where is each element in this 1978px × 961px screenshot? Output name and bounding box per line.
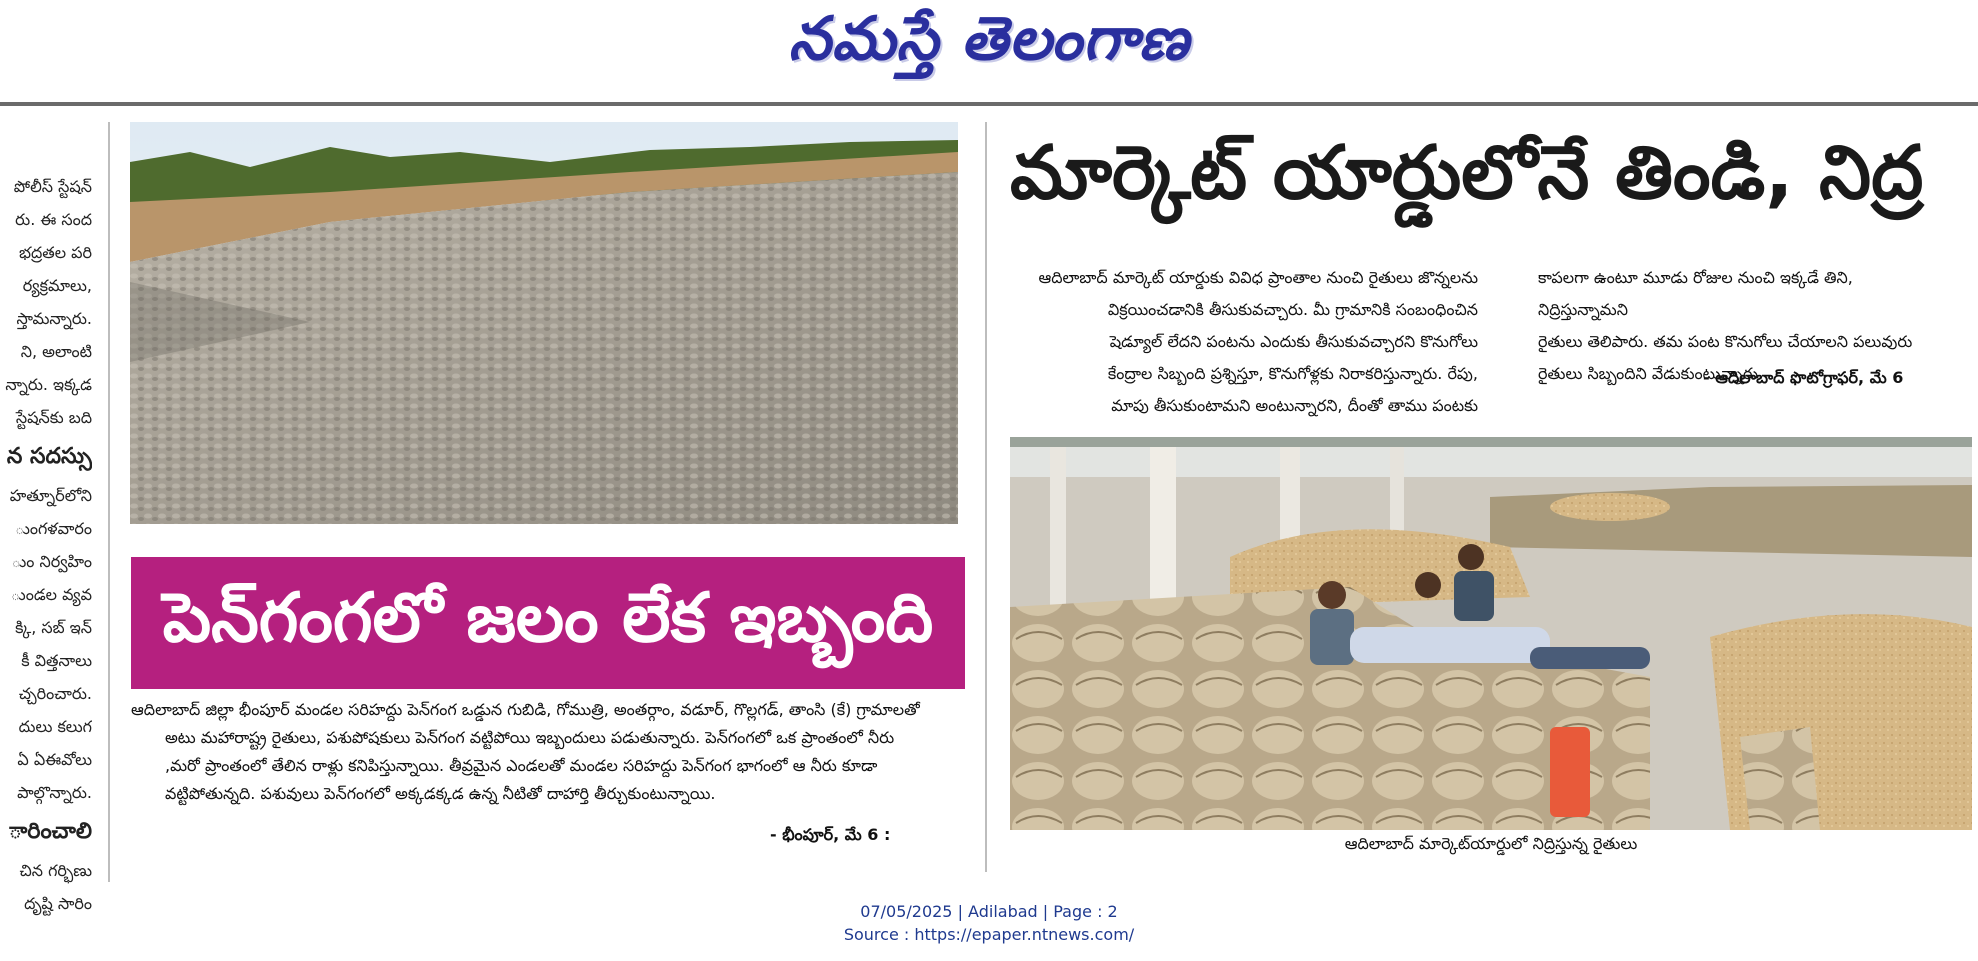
adjacent-story-line: స్తామన్నారు. — [16, 309, 92, 328]
story-headline-left: పెన్‌గంగలో జలం లేక ఇబ్బంది — [162, 579, 934, 658]
column-divider-center — [985, 122, 987, 872]
newspaper-logo: నమస్తే తెలంగాణ — [788, 4, 1190, 74]
adjacent-heading-2: ారించాలి — [8, 819, 92, 844]
body-line: మాపు తీసుకుంటామని అంటున్నారని, దీంతో తాము పంటకు — [1111, 396, 1478, 415]
masthead — [0, 0, 1978, 100]
market-photo-svg — [1010, 437, 1972, 830]
adjacent-story-line: ుండల వ్యవ — [10, 585, 92, 604]
river-photo-svg — [130, 122, 958, 524]
adjacent-story-line: స్టేషన్‌కు బది — [15, 408, 92, 427]
adjacent-story-sliver — [0, 170, 92, 920]
body-line: కాపలగా ఉంటూ మూడు రోజుల నుంచి ఇక్కడే తిని, నిద్రిస్తున్నామని — [1538, 268, 1853, 319]
adjacent-story-line: ుం నిర్వహిం — [11, 552, 92, 571]
body-line: ఆదిలాబాద్ జిల్లా భీంపూర్ మండల సరిహద్దు పెన్‌గంగ ఒడ్డున గుబిడి, గోముత్రి, అంతర్గాం, వడూర్, గొల్లగడ్, తాంసి (కే) గ్రామాలతో — [131, 700, 920, 719]
headline-banner — [131, 557, 965, 689]
adjacent-story-line: భద్రతల పరి — [18, 243, 92, 262]
adjacent-story-line: కీ విత్తనాలు — [21, 651, 92, 670]
body-line: కేంద్రాల సిబ్బంది ప్రశ్నిస్తూ, కొనుగోళ్లకు నిరాకరిస్తున్నారు. రేపు, — [1107, 364, 1478, 383]
market-yard-photo — [1010, 437, 1972, 830]
adjacent-story-line: ని, అలాంటి — [20, 342, 92, 361]
adjacent-story-line: చిన గర్భిణు — [19, 861, 92, 880]
footer-date-line: 07/05/2025 | Adilabad | Page : 2 — [860, 902, 1118, 921]
column-divider-left — [108, 122, 110, 882]
adjacent-story-line: న్నారు. ఇక్కడ — [5, 375, 92, 394]
dateline-right: - ఆదిలాబాద్ ఫొటోగ్రాఫర్, మే 6 — [1703, 368, 1904, 387]
story-headline-right: మార్కెట్ యార్డులోనే తిండి, నిద్ర — [1010, 130, 1924, 216]
adjacent-story-line: దులు కలుగ — [18, 717, 92, 736]
body-line: అటు మహారాష్ట్ర రైతులు, పశుపోషకులు పెన్‌గంగ వట్టిపోయి ఇబ్బందులు పడుతున్నారు. పెన్‌గంగలో ఒక ప్రాంతంలో నీరు — [165, 728, 895, 747]
footer-source-link[interactable]: Source : https://epaper.ntnews.com/ — [843, 925, 1135, 944]
body-line: ,మరో ప్రాంతంలో తేలిన రాళ్లు కనిపిస్తున్నాయి. తీవ్రమైన ఎండలతో మండల సరిహద్దు పెన్‌గంగ భాగంలో ఆ నీరు కూడా — [165, 756, 878, 775]
adjacent-story-line: రు. ఈ సంద — [15, 210, 92, 229]
body-line: ఆదిలాబాద్ మార్కెట్ యార్డుకు వివిధ ప్రాంతాల నుంచి రైతులు జొన్నలను — [1038, 268, 1478, 287]
orange-bag — [1550, 727, 1590, 817]
adjacent-story-line: ుంగళవారం — [15, 519, 92, 538]
photo-caption: ఆదిలాబాద్ మార్కెట్‌యార్డులో నిద్రిస్తున్న రైతులు — [1344, 834, 1638, 853]
body-line: షెడ్యూల్ లేదని పంటను ఎందుకు తీసుకువచ్చారని కొనుగోలు — [1109, 332, 1478, 351]
story-body-right-col1 — [1008, 262, 1478, 422]
dry-river-bed-photo — [130, 122, 958, 524]
adjacent-story-line: పాల్గొన్నారు. — [17, 783, 92, 802]
dateline-left: - భీంపూర్, మే 6 : — [770, 825, 891, 844]
adjacent-story-line: దృష్టి సారిం — [24, 894, 92, 913]
adjacent-story-line: క్కి, సబ్ ఇన్ — [15, 618, 92, 637]
adjacent-story-line: ఏ ఏఈవోలు — [17, 750, 92, 769]
adjacent-story-line: చ్చరించారు. — [18, 684, 92, 703]
adjacent-story-line: ర్యక్రమాలు, — [22, 276, 92, 295]
body-line: విక్రయించడానికి తీసుకువచ్చారు. మీ గ్రామానికి సంబంధించిన — [1107, 300, 1478, 319]
masthead-rule — [0, 102, 1978, 106]
adjacent-story-line: పోలీస్ స్టేషన్ — [13, 177, 92, 196]
adjacent-heading-1: న సదస్సు — [6, 444, 92, 469]
body-line: రైతులు సిబ్బందిని వేడుకుంటున్నారు. — [1538, 364, 1764, 383]
body-line: వట్టిపోతున్నది. పశువులు పెన్‌గంగలో అక్కడక్కడ ఉన్న నీటితో దాహార్తి తీర్చుకుంటున్నాయి. — [165, 784, 716, 803]
adjacent-story-line: హత్నూర్‌లోని — [9, 486, 92, 505]
story-body-left — [131, 696, 965, 808]
body-line: రైతులు తెలిపారు. తమ పంట కొనుగోలు చేయాలని పలువురు — [1538, 332, 1913, 351]
